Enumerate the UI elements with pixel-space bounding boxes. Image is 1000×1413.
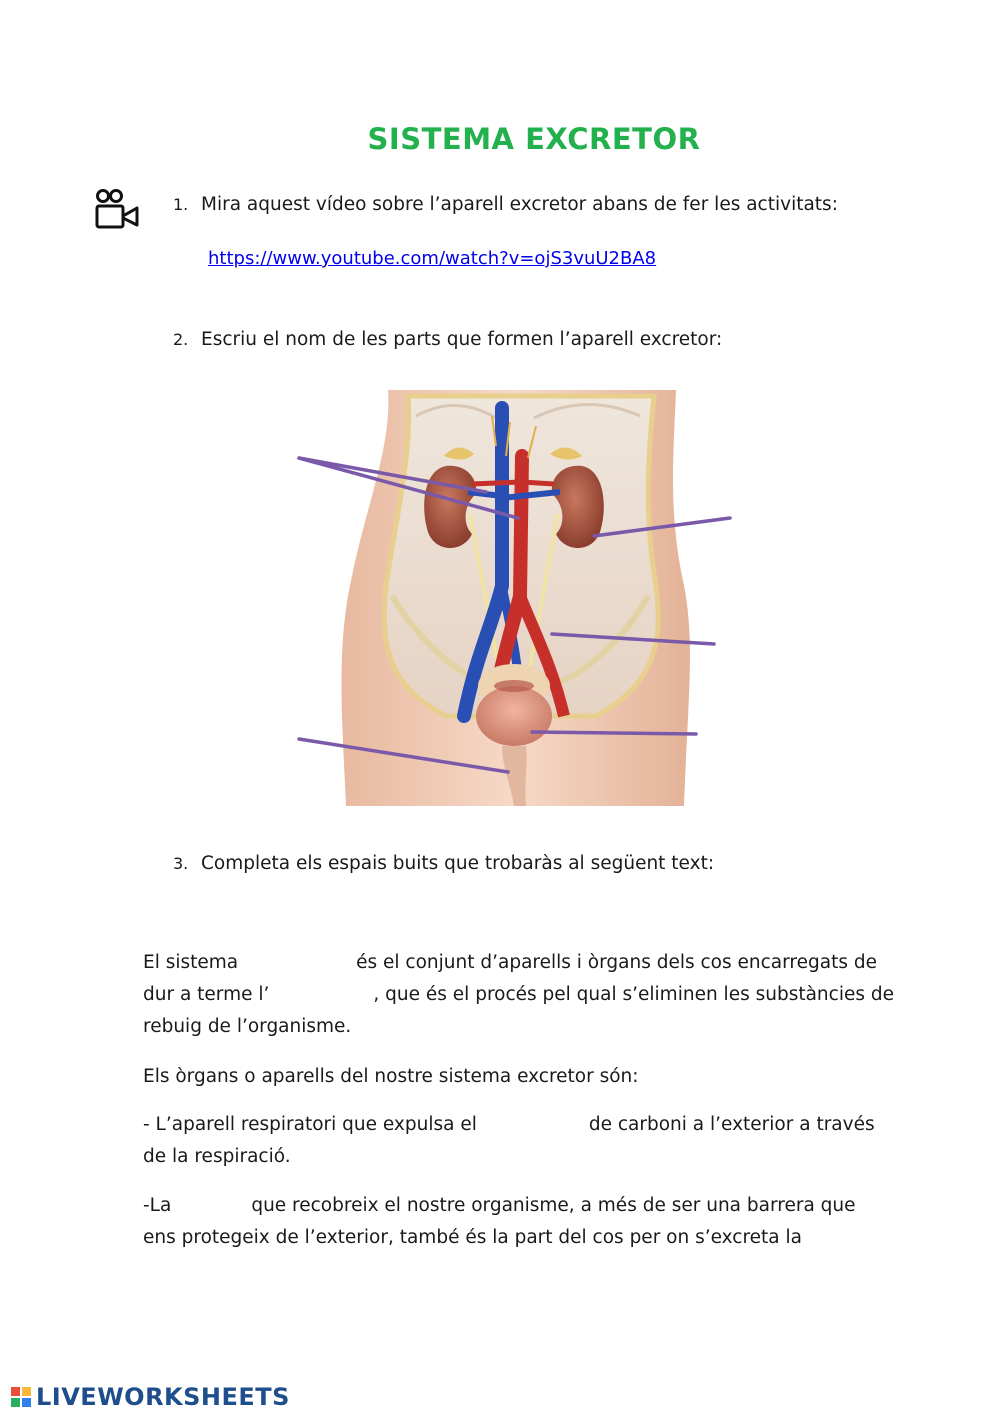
paragraph-1-line-2	[143, 979, 903, 1011]
text-fragment: El sistema	[143, 952, 239, 973]
paragraph-1-line-1	[143, 947, 903, 979]
question-2-text: Escriu el nom de les parts que formen l’aparell excretor:	[201, 329, 723, 350]
question-1	[173, 194, 838, 215]
paragraph-2: Els òrgans o aparells del nostre sistema excretor són:	[143, 1066, 639, 1087]
question-3	[173, 853, 714, 874]
excretory-system-diagram	[296, 386, 736, 810]
question-2-number: 2.	[173, 330, 189, 349]
paragraph-4-line-1	[143, 1190, 903, 1222]
page-title: SISTEMA EXCRETOR	[367, 122, 701, 156]
brand-name: LIVEWORKSHEETS	[36, 1383, 290, 1411]
text-fragment: que recobreix el nostre organisme, a més de ser una barrera que	[251, 1195, 856, 1216]
question-3-text: Completa els espais buits que trobaràs al següent text:	[201, 853, 715, 874]
question-1-text: Mira aquest vídeo sobre l’aparell excretor abans de fer les activitats:	[201, 194, 838, 215]
liveworksheets-brand	[10, 1382, 290, 1412]
paragraph-4	[143, 1190, 903, 1254]
bladder	[476, 686, 552, 746]
text-fragment: de carboni a l’exterior a través	[588, 1114, 875, 1135]
text-fragment: dur a terme l’	[143, 984, 270, 1005]
paragraph-3-line-2: de la respiració.	[143, 1146, 291, 1167]
text-fragment: , que és el procés pel qual s’eliminen les substàncies de	[373, 984, 894, 1005]
video-camera-icon	[94, 188, 140, 232]
question-2	[173, 329, 722, 350]
video-link[interactable]: https://www.youtube.com/watch?v=ojS3vuU2BA8	[208, 248, 657, 269]
liveworksheets-logo-icon	[10, 1386, 32, 1408]
paragraph-3-line-1	[143, 1109, 903, 1141]
text-fragment: és el conjunt d’aparells i òrgans dels cos encarregats de	[356, 952, 877, 973]
paragraph-1	[143, 947, 903, 1043]
text-fragment: -La	[143, 1195, 172, 1216]
paragraph-1-line-3: rebuig de l’organisme.	[143, 1016, 352, 1037]
text-fragment: - L’aparell respiratori que expulsa el	[143, 1114, 477, 1135]
question-1-number: 1.	[173, 195, 189, 214]
paragraph-4-line-2: ens protegeix de l’exterior, també és la part del cos per on s’excreta la	[143, 1227, 802, 1248]
paragraph-3	[143, 1109, 903, 1173]
question-3-number: 3.	[173, 854, 189, 873]
